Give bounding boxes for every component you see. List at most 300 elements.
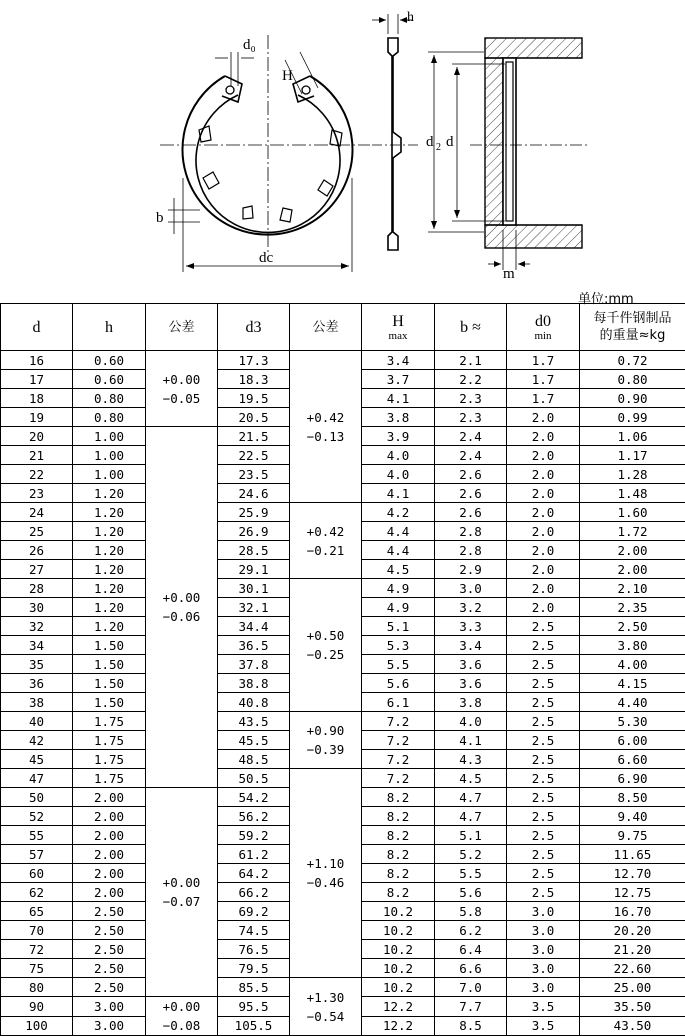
cell-tolerance-h-upper: +0.00 <box>146 370 217 389</box>
cell-H: 10.2 <box>362 959 435 978</box>
cell-b: 5.1 <box>435 826 507 845</box>
cell-d3: 36.5 <box>218 636 290 655</box>
cell-h: 1.50 <box>73 636 146 655</box>
cell-d3: 48.5 <box>218 750 290 769</box>
cell-weight: 12.75 <box>580 883 685 902</box>
cell-H: 4.0 <box>362 465 435 484</box>
cell-d: 42 <box>1 731 73 750</box>
cell-H: 12.2 <box>362 1016 435 1036</box>
cell-d3: 79.5 <box>218 959 290 978</box>
cell-b: 4.0 <box>435 712 507 731</box>
table-row <box>1 579 685 598</box>
cell-b: 6.2 <box>435 921 507 940</box>
cell-d: 25 <box>1 522 73 541</box>
cell-d: 70 <box>1 921 73 940</box>
cell-weight: 1.06 <box>580 427 685 446</box>
cell-d: 35 <box>1 655 73 674</box>
label-d2-subscript: 2 <box>436 142 441 153</box>
cell-weight: 22.60 <box>580 959 685 978</box>
cell-tolerance-h-lower: −0.05 <box>146 389 217 408</box>
cell-d0: 2.0 <box>507 598 580 617</box>
cell-d: 75 <box>1 959 73 978</box>
cell-d3: 59.2 <box>218 826 290 845</box>
cell-h: 1.50 <box>73 655 146 674</box>
cell-H: 4.1 <box>362 389 435 408</box>
cell-d3: 40.8 <box>218 693 290 712</box>
cell-weight: 2.00 <box>580 541 685 560</box>
cell-d3: 24.6 <box>218 484 290 503</box>
cell-d0: 2.5 <box>507 674 580 693</box>
cell-H: 4.9 <box>362 598 435 617</box>
cell-H: 8.2 <box>362 864 435 883</box>
header-H-sub: max <box>362 331 434 342</box>
cell-weight: 35.50 <box>580 997 685 1017</box>
cell-tolerance-d3-lower: −0.46 <box>290 873 361 892</box>
cell-weight: 1.60 <box>580 503 685 522</box>
cell-b: 6.4 <box>435 940 507 959</box>
cell-weight: 9.40 <box>580 807 685 826</box>
cell-H: 8.2 <box>362 883 435 902</box>
cell-h: 1.00 <box>73 465 146 484</box>
cell-h: 2.50 <box>73 902 146 921</box>
cell-d: 17 <box>1 370 73 389</box>
cell-h: 1.75 <box>73 712 146 731</box>
cell-d: 21 <box>1 446 73 465</box>
cell-d: 65 <box>1 902 73 921</box>
cell-H: 7.2 <box>362 731 435 750</box>
cell-weight: 11.65 <box>580 845 685 864</box>
cell-h: 1.75 <box>73 731 146 750</box>
cell-tolerance-d3-upper: +1.10 <box>290 854 361 873</box>
cell-d3: 21.5 <box>218 427 290 446</box>
cell-h: 1.20 <box>73 560 146 579</box>
cell-d3: 19.5 <box>218 389 290 408</box>
cell-d0: 3.0 <box>507 940 580 959</box>
cell-d: 60 <box>1 864 73 883</box>
cell-d3: 74.5 <box>218 921 290 940</box>
cell-d0: 2.0 <box>507 503 580 522</box>
cell-d: 34 <box>1 636 73 655</box>
cell-d0: 2.5 <box>507 750 580 769</box>
cell-b: 2.2 <box>435 370 507 389</box>
label-d0: d₀ <box>243 37 256 53</box>
header-H-main: H <box>362 313 434 331</box>
cell-h: 1.20 <box>73 598 146 617</box>
cell-b: 2.9 <box>435 560 507 579</box>
cell-H: 10.2 <box>362 940 435 959</box>
cell-h: 0.80 <box>73 389 146 408</box>
cell-d: 80 <box>1 978 73 997</box>
cell-d3: 25.9 <box>218 503 290 522</box>
cell-H: 8.2 <box>362 845 435 864</box>
cell-d3: 23.5 <box>218 465 290 484</box>
header-weight-line1: 每千件钢制品 <box>580 310 685 327</box>
cell-d0: 2.0 <box>507 446 580 465</box>
cell-b: 3.4 <box>435 636 507 655</box>
header-h: h <box>73 304 146 351</box>
cell-d0: 2.0 <box>507 465 580 484</box>
cell-weight: 2.00 <box>580 560 685 579</box>
cell-weight: 4.15 <box>580 674 685 693</box>
label-d: d <box>446 134 454 150</box>
cell-b: 3.6 <box>435 674 507 693</box>
cell-b: 2.4 <box>435 446 507 465</box>
cell-H: 7.2 <box>362 750 435 769</box>
cell-H: 4.5 <box>362 560 435 579</box>
cell-tolerance-d3-upper: +0.50 <box>290 626 361 645</box>
cell-h: 2.00 <box>73 845 146 864</box>
cell-tolerance-d3-upper: +0.90 <box>290 721 361 740</box>
cell-H: 3.4 <box>362 351 435 370</box>
cell-d3: 38.8 <box>218 674 290 693</box>
cell-tolerance-d3 <box>290 978 362 1036</box>
cell-d3: 105.5 <box>218 1016 290 1036</box>
cell-d: 24 <box>1 503 73 522</box>
cell-h: 3.00 <box>73 1016 146 1036</box>
cell-weight: 0.99 <box>580 408 685 427</box>
cell-weight: 12.70 <box>580 864 685 883</box>
cell-d0: 2.0 <box>507 579 580 598</box>
cell-tolerance-h-upper: +0.00 <box>146 997 217 1016</box>
label-dc: dc <box>259 250 274 266</box>
cell-H: 10.2 <box>362 978 435 997</box>
cell-b: 6.6 <box>435 959 507 978</box>
cell-tolerance-h <box>146 997 218 1036</box>
cell-weight: 8.50 <box>580 788 685 807</box>
cell-d: 32 <box>1 617 73 636</box>
cell-d: 57 <box>1 845 73 864</box>
cell-d0: 2.5 <box>507 826 580 845</box>
cell-d3: 43.5 <box>218 712 290 731</box>
cell-H: 8.2 <box>362 807 435 826</box>
cell-d3: 37.8 <box>218 655 290 674</box>
cell-H: 12.2 <box>362 997 435 1017</box>
cell-weight: 6.00 <box>580 731 685 750</box>
cell-d0: 2.5 <box>507 769 580 788</box>
cell-tolerance-d3 <box>290 712 362 769</box>
cell-b: 5.6 <box>435 883 507 902</box>
cell-d0: 3.0 <box>507 978 580 997</box>
cell-h: 2.00 <box>73 883 146 902</box>
table-row <box>1 978 685 997</box>
cell-b: 4.5 <box>435 769 507 788</box>
label-m: m <box>503 266 515 282</box>
cell-d3: 17.3 <box>218 351 290 370</box>
cell-H: 7.2 <box>362 769 435 788</box>
header-d0 <box>507 304 580 351</box>
cell-tolerance-d3-upper: +1.30 <box>290 988 361 1007</box>
cell-d0: 2.0 <box>507 560 580 579</box>
technical-drawing <box>0 0 685 303</box>
label-b: b <box>156 210 164 226</box>
cell-d3: 56.2 <box>218 807 290 826</box>
cell-weight: 2.35 <box>580 598 685 617</box>
cell-h: 2.00 <box>73 826 146 845</box>
cell-H: 3.9 <box>362 427 435 446</box>
cell-H: 3.7 <box>362 370 435 389</box>
cell-h: 0.60 <box>73 351 146 370</box>
cell-d0: 2.0 <box>507 522 580 541</box>
cell-weight: 16.70 <box>580 902 685 921</box>
cell-d0: 2.5 <box>507 864 580 883</box>
cell-weight: 5.30 <box>580 712 685 731</box>
cell-tolerance-d3-lower: −0.54 <box>290 1007 361 1026</box>
cell-weight: 2.10 <box>580 579 685 598</box>
cell-d0: 3.5 <box>507 997 580 1017</box>
cell-d0: 3.0 <box>507 902 580 921</box>
cell-d3: 18.3 <box>218 370 290 389</box>
cell-weight: 20.20 <box>580 921 685 940</box>
header-d0-sub: min <box>507 331 579 342</box>
cell-H: 7.2 <box>362 712 435 731</box>
cell-d0: 2.5 <box>507 731 580 750</box>
cell-d3: 30.1 <box>218 579 290 598</box>
cell-d: 47 <box>1 769 73 788</box>
cell-d3: 69.2 <box>218 902 290 921</box>
cell-d: 90 <box>1 997 73 1017</box>
label-H: H <box>282 68 293 84</box>
cell-h: 1.20 <box>73 484 146 503</box>
cell-b: 5.2 <box>435 845 507 864</box>
table-row <box>1 503 685 522</box>
cell-b: 4.7 <box>435 788 507 807</box>
cell-weight: 25.00 <box>580 978 685 997</box>
header-tolerance-d3: 公差 <box>290 304 362 351</box>
cell-H: 5.3 <box>362 636 435 655</box>
label-h: h <box>407 10 414 25</box>
cell-b: 2.4 <box>435 427 507 446</box>
spec-table <box>0 303 685 1036</box>
cell-b: 3.2 <box>435 598 507 617</box>
cell-h: 2.50 <box>73 978 146 997</box>
cell-H: 10.2 <box>362 921 435 940</box>
cell-tolerance-h-lower: −0.08 <box>146 1016 217 1035</box>
cell-d: 36 <box>1 674 73 693</box>
cell-tolerance-d3 <box>290 351 362 503</box>
cell-d0: 2.5 <box>507 617 580 636</box>
header-weight <box>580 304 685 351</box>
cell-weight: 6.90 <box>580 769 685 788</box>
cell-tolerance-h <box>146 788 218 997</box>
cell-weight: 43.50 <box>580 1016 685 1036</box>
cell-b: 5.5 <box>435 864 507 883</box>
cell-b: 3.3 <box>435 617 507 636</box>
cell-d0: 2.0 <box>507 427 580 446</box>
cell-tolerance-d3-lower: −0.21 <box>290 541 361 560</box>
cell-tolerance-d3-upper: +0.42 <box>290 522 361 541</box>
cell-h: 2.00 <box>73 864 146 883</box>
cell-b: 4.7 <box>435 807 507 826</box>
cell-d0: 2.5 <box>507 655 580 674</box>
header-b: b ≈ <box>435 304 507 351</box>
cell-d0: 2.0 <box>507 484 580 503</box>
cell-d: 30 <box>1 598 73 617</box>
cell-h: 2.00 <box>73 788 146 807</box>
cell-d: 26 <box>1 541 73 560</box>
cell-h: 1.50 <box>73 693 146 712</box>
cell-b: 7.7 <box>435 997 507 1017</box>
cell-weight: 21.20 <box>580 940 685 959</box>
cell-d: 45 <box>1 750 73 769</box>
cell-d: 22 <box>1 465 73 484</box>
cell-d0: 2.5 <box>507 883 580 902</box>
cell-d0: 2.5 <box>507 788 580 807</box>
cell-d3: 50.5 <box>218 769 290 788</box>
cell-d: 16 <box>1 351 73 370</box>
header-weight-line2: 的重量≈kg <box>580 327 685 344</box>
cell-weight: 4.00 <box>580 655 685 674</box>
cell-H: 4.2 <box>362 503 435 522</box>
cell-tolerance-d3-lower: −0.39 <box>290 740 361 759</box>
cell-d: 38 <box>1 693 73 712</box>
cell-b: 2.6 <box>435 465 507 484</box>
cell-d3: 85.5 <box>218 978 290 997</box>
cell-h: 1.75 <box>73 769 146 788</box>
cell-weight: 1.17 <box>580 446 685 465</box>
cell-d0: 3.0 <box>507 921 580 940</box>
cell-H: 10.2 <box>362 902 435 921</box>
cell-d: 52 <box>1 807 73 826</box>
cell-b: 2.8 <box>435 541 507 560</box>
cell-d3: 32.1 <box>218 598 290 617</box>
cell-d3: 64.2 <box>218 864 290 883</box>
table-row <box>1 351 685 370</box>
cell-h: 1.75 <box>73 750 146 769</box>
header-d0-main: d0 <box>507 313 579 331</box>
cell-b: 5.8 <box>435 902 507 921</box>
cell-d: 40 <box>1 712 73 731</box>
cell-d0: 1.7 <box>507 351 580 370</box>
cell-h: 1.20 <box>73 522 146 541</box>
cell-weight: 1.28 <box>580 465 685 484</box>
cell-H: 4.4 <box>362 522 435 541</box>
cell-H: 4.0 <box>362 446 435 465</box>
cell-b: 7.0 <box>435 978 507 997</box>
cell-d3: 66.2 <box>218 883 290 902</box>
cell-d0: 2.0 <box>507 408 580 427</box>
cell-H: 8.2 <box>362 788 435 807</box>
cell-d3: 54.2 <box>218 788 290 807</box>
cell-b: 2.6 <box>435 484 507 503</box>
cell-d0: 2.5 <box>507 807 580 826</box>
cell-tolerance-h-lower: −0.06 <box>146 607 217 626</box>
cell-d3: 95.5 <box>218 997 290 1017</box>
cell-d: 19 <box>1 408 73 427</box>
cell-d3: 22.5 <box>218 446 290 465</box>
cell-b: 2.1 <box>435 351 507 370</box>
table-row <box>1 769 685 788</box>
cell-tolerance-d3 <box>290 579 362 712</box>
cell-d: 72 <box>1 940 73 959</box>
cell-weight: 0.72 <box>580 351 685 370</box>
cell-weight: 0.80 <box>580 370 685 389</box>
cell-tolerance-h <box>146 427 218 788</box>
cell-d3: 26.9 <box>218 522 290 541</box>
cell-tolerance-h-lower: −0.07 <box>146 892 217 911</box>
cell-weight: 1.72 <box>580 522 685 541</box>
header-tolerance-h: 公差 <box>146 304 218 351</box>
cell-tolerance-d3-lower: −0.13 <box>290 427 361 446</box>
cell-H: 4.1 <box>362 484 435 503</box>
circlip-front-view <box>160 35 370 272</box>
cell-H: 8.2 <box>362 826 435 845</box>
cell-d3: 45.5 <box>218 731 290 750</box>
header-d3: d3 <box>218 304 290 351</box>
cell-d: 55 <box>1 826 73 845</box>
cell-weight: 6.60 <box>580 750 685 769</box>
cell-H: 5.1 <box>362 617 435 636</box>
cell-b: 3.6 <box>435 655 507 674</box>
cell-H: 4.9 <box>362 579 435 598</box>
cell-tolerance-h-upper: +0.00 <box>146 588 217 607</box>
cell-d: 100 <box>1 1016 73 1036</box>
cell-H: 4.4 <box>362 541 435 560</box>
cell-d0: 2.5 <box>507 712 580 731</box>
cell-h: 3.00 <box>73 997 146 1017</box>
cell-d3: 28.5 <box>218 541 290 560</box>
cell-weight: 9.75 <box>580 826 685 845</box>
cell-weight: 3.80 <box>580 636 685 655</box>
cell-d3: 20.5 <box>218 408 290 427</box>
cell-d0: 3.0 <box>507 959 580 978</box>
cell-d0: 2.0 <box>507 541 580 560</box>
label-d2: d <box>426 134 434 150</box>
cell-b: 4.1 <box>435 731 507 750</box>
cell-d0: 3.5 <box>507 1016 580 1036</box>
cell-b: 2.3 <box>435 389 507 408</box>
cell-weight: 2.50 <box>580 617 685 636</box>
housing-section-view <box>428 38 590 270</box>
cell-d0: 1.7 <box>507 389 580 408</box>
cell-tolerance-h <box>146 351 218 427</box>
cell-H: 6.1 <box>362 693 435 712</box>
header-d: d <box>1 304 73 351</box>
cell-d: 28 <box>1 579 73 598</box>
cell-h: 1.20 <box>73 503 146 522</box>
spec-table-body <box>1 351 685 1036</box>
cell-d0: 2.5 <box>507 636 580 655</box>
cell-d3: 29.1 <box>218 560 290 579</box>
cell-h: 2.50 <box>73 921 146 940</box>
cell-tolerance-d3-upper: +0.42 <box>290 408 361 427</box>
cell-tolerance-d3 <box>290 769 362 978</box>
cell-h: 2.00 <box>73 807 146 826</box>
cell-b: 8.5 <box>435 1016 507 1036</box>
cell-weight: 4.40 <box>580 693 685 712</box>
cell-h: 1.20 <box>73 541 146 560</box>
cell-b: 2.8 <box>435 522 507 541</box>
cell-h: 1.20 <box>73 617 146 636</box>
cell-b: 2.6 <box>435 503 507 522</box>
cell-d: 62 <box>1 883 73 902</box>
cell-weight: 0.90 <box>580 389 685 408</box>
cell-d0: 2.5 <box>507 693 580 712</box>
cell-d0: 1.7 <box>507 370 580 389</box>
cell-d: 50 <box>1 788 73 807</box>
cell-b: 3.0 <box>435 579 507 598</box>
cell-tolerance-d3-lower: −0.25 <box>290 645 361 664</box>
cell-d3: 61.2 <box>218 845 290 864</box>
cell-d: 20 <box>1 427 73 446</box>
cell-h: 1.00 <box>73 427 146 446</box>
cell-d: 23 <box>1 484 73 503</box>
cell-b: 3.8 <box>435 693 507 712</box>
cell-H: 5.5 <box>362 655 435 674</box>
cell-d: 27 <box>1 560 73 579</box>
cell-h: 1.20 <box>73 579 146 598</box>
cell-d3: 34.4 <box>218 617 290 636</box>
cell-d: 18 <box>1 389 73 408</box>
